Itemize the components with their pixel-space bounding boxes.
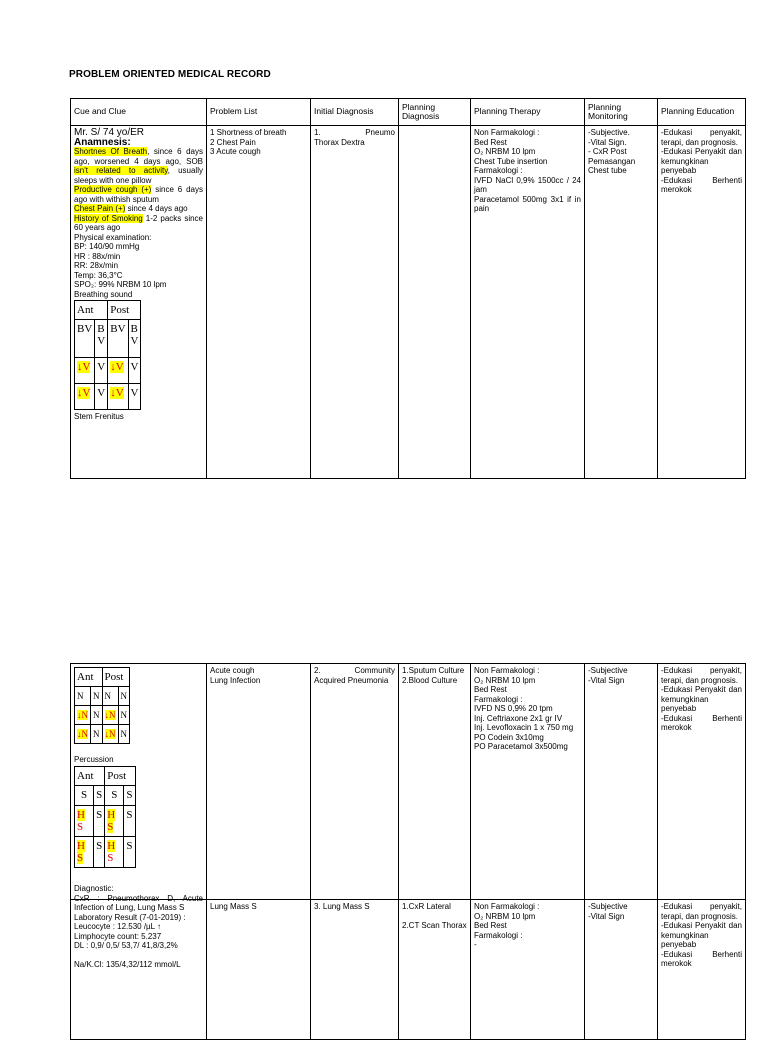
patient-info: Mr. S/ 74 yo/ER	[74, 127, 145, 138]
cue-cell-1: Mr. S/ 74 yo/ER Anamnesis: Shortnes Of Breath, since 6 days ago, worsened 4 days ago, SOB isn't related to activity, usually sleeps with one pillow Productive cough (+) since 6 days ago with withish sputum Chest Pain (+) since 4 days ago History of Smoking 1-2 packs since 60 years ago Physical examination: BP: 140/90 mmHg HR : 88x/min RR: 28x/min Temp: 36,3°C SPO₂: 99% NRBM 10 lpm Breathing sound Ant Post BV B V BV B V ↓V V ↓V V ↓V V ↓V V Stem Frenitus	[71, 126, 207, 479]
perc-cell: S	[124, 785, 135, 805]
perc-cell: H S	[75, 805, 94, 836]
chest-highlight: Chest Pain (+)	[74, 204, 126, 213]
temp-value: Temp: 36,3°C	[74, 270, 123, 280]
planning-diag-item: 2.CT Scan Thorax	[402, 920, 467, 930]
perc-cell: S	[75, 785, 94, 805]
problem-list-cell-1	[207, 126, 311, 479]
education-line: -Edukasi Penyakit dan kemungkinan penyebab	[661, 685, 742, 713]
monitoring-line: - CxR Post Pemasangan Chest tube	[588, 147, 636, 175]
therapy-line: Inj. Ceftriaxone 2x1 gr IV	[474, 713, 563, 723]
hr-value: HR : 88x/min	[74, 251, 121, 261]
row-problem-3	[71, 900, 746, 1040]
header-initial-diagnosis: Initial Diagnosis	[311, 99, 399, 126]
planning-therapy-cell-3	[471, 900, 585, 1040]
education-line: -Edukasi Penyakit dan kemungkinan penyebab	[661, 921, 742, 949]
therapy-line: Bed Rest	[474, 685, 507, 694]
initial-diagnosis-cell-2	[311, 664, 399, 900]
lab-result-label: Laboratory Result (7-01-2019) :	[74, 912, 186, 922]
therapy-line: PO Codein 3x10mg	[474, 732, 544, 742]
therapy-line: O₂ NRBM 10 lpm	[474, 147, 536, 156]
dl-value: DL : 0,9/ 0,5/ 53,7/ 41,8/3,2%	[74, 941, 178, 950]
breathing-sound-table	[74, 300, 141, 410]
therapy-line: PO Paracetamol 3x500mg	[474, 742, 568, 751]
anamnesis-label: Anamnesis	[74, 136, 128, 148]
perc-cell: H S	[105, 805, 124, 836]
breathing-sound-label: Breathing sound	[74, 289, 133, 299]
cough-note	[74, 185, 203, 204]
palp-cell: ↓N	[102, 725, 118, 744]
bs-cell: V	[128, 358, 141, 384]
palp-cell: ↓N	[102, 706, 118, 725]
therapy-line: Chest Tube insertion	[474, 156, 548, 166]
problem-item: 3 Acute cough	[210, 147, 261, 156]
sob-highlight: Shortnes Of Breath	[74, 147, 148, 156]
header-planning-education: Planning Education	[658, 99, 746, 126]
planning-diag-item: 1.CxR Lateral	[402, 902, 451, 911]
stem-frenitus-label: Stem Frenitus	[74, 412, 124, 421]
bs-cell: B V	[95, 320, 108, 358]
por-table-page1	[70, 98, 746, 479]
chest-note	[74, 204, 203, 214]
problem-list-cell-3	[207, 900, 311, 1040]
sob-highlight-2: isn't related to activity	[74, 166, 168, 175]
cue-cell-3	[71, 884, 207, 1040]
header-cue-and-clue: Cue and Clue	[71, 99, 207, 126]
planning-diag-item: 2.Blood Culture	[402, 675, 458, 685]
bs-post: Post	[108, 301, 141, 320]
cough-highlight: Productive cough (+)	[74, 185, 152, 194]
diagnosis-text: 2. Community Acquired Pneumonia	[314, 666, 395, 685]
palp-cell: ↓N	[75, 706, 91, 725]
therapy-line: Bed Rest	[474, 137, 507, 147]
therapy-line: Non Farmakologi :	[474, 902, 540, 911]
palp-ant: Ant	[75, 668, 103, 687]
bs-cell: ↓V	[108, 358, 128, 384]
diagnostic-label: Diagnostic:	[74, 884, 114, 893]
therapy-line: Bed Rest	[474, 921, 507, 930]
leucocyte-value: Leucocyte : 12.530 /µL ↑	[74, 922, 162, 931]
rr-value: RR: 28x/min	[74, 261, 119, 270]
palp-cell: N	[91, 725, 103, 744]
initial-diagnosis-cell-3	[311, 900, 399, 1040]
perc-cell: S	[94, 785, 105, 805]
palpation-table	[74, 667, 130, 744]
pe-label: Physical examination:	[74, 232, 152, 242]
bs-ant: Ant	[75, 301, 108, 320]
therapy-line: Non Farmakologi :	[474, 128, 540, 137]
problem-item: Lung Infection	[210, 675, 261, 685]
education-line: -Edukasi penyakit, terapi, dan prognosis.	[661, 666, 742, 685]
therapy-line: O₂ NRBM 10 lpm	[474, 911, 536, 921]
electrolyte-value: Na/K.Cl: 135/4,32/112 mmol/L	[74, 959, 181, 969]
therapy-line: IVFD NS 0,9% 20 tpm	[474, 704, 553, 713]
planning-education-cell-2	[658, 664, 746, 900]
smoking-text: 1-2 packs since 60 years ago	[74, 213, 203, 232]
education-line: -Edukasi penyakit, terapi, dan prognosis.	[661, 128, 742, 147]
therapy-line: IVFD NaCl 0,9% 1500cc / 24 jam	[474, 175, 581, 194]
header-planning-monitoring: Planning Monitoring	[585, 99, 658, 126]
header-planning-therapy: Planning Therapy	[471, 99, 585, 126]
bs-cell: B V	[128, 320, 141, 358]
planning-education-cell-3	[658, 900, 746, 1040]
palp-cell: ↓N	[75, 725, 91, 744]
perc-cell: H S	[105, 836, 124, 867]
header-problem-list: Problem List	[207, 99, 311, 126]
planning-diagnosis-cell-3	[399, 900, 471, 1040]
header-row	[71, 99, 746, 126]
perc-ant: Ant	[75, 766, 105, 785]
palp-cell: N	[91, 687, 103, 706]
bs-cell: ↓V	[108, 384, 128, 410]
diag-word: Pneumo	[365, 128, 395, 137]
therapy-line: Paracetamol 500mg 3x1 if in pain	[474, 194, 581, 213]
diagnosis-text: 3. Lung Mass S	[314, 902, 370, 911]
cough-text: since 6 days ago with withish sputum	[74, 185, 203, 204]
perc-cell: H S	[75, 836, 94, 867]
diag-rest: Thorax Dextra	[314, 137, 365, 147]
perc-cell: S	[94, 836, 105, 867]
smoking-highlight: History of Smoking	[74, 213, 143, 223]
planning-monitoring-cell-2	[585, 664, 658, 900]
perc-cell: S	[94, 805, 105, 836]
monitoring-line: -Vital Sign	[588, 675, 625, 685]
palp-cell: N	[75, 687, 91, 706]
problem-item: Acute cough	[210, 666, 255, 675]
therapy-line: Farmakologi :	[474, 694, 523, 704]
bp-value: BP: 140/90 mmHg	[74, 242, 140, 251]
planning-therapy-cell-1	[471, 126, 585, 479]
sob-text: , since 6 days ago, worsened 4 days ago, SOB	[74, 147, 203, 166]
therapy-line: Farmakologi :	[474, 166, 523, 175]
palp-cell: N	[91, 706, 103, 725]
percussion-table	[74, 766, 136, 868]
document-title: PROBLEM ORIENTED MEDICAL RECORD	[69, 69, 271, 80]
bs-cell: V	[95, 358, 108, 384]
problem-list-cell-2	[207, 664, 311, 900]
por-table-page2	[70, 663, 746, 1040]
sob-text-2: , usually sleeps with one pillow	[74, 166, 203, 185]
monitoring-line: -Subjective	[588, 902, 628, 911]
bs-cell: V	[128, 384, 141, 410]
problem-item: Lung Mass S	[210, 902, 257, 911]
therapy-line: O₂ NRBM 10 lpm	[474, 675, 536, 685]
therapy-line: Inj. Levofloxacin 1 x 750 mg	[474, 723, 574, 732]
monitoring-line: -Subjective.	[588, 128, 630, 137]
perc-cell: S	[124, 836, 135, 867]
limphocyte-value: Limphocyte count: 5.237	[74, 931, 162, 941]
palp-post: Post	[102, 668, 130, 687]
planning-diagnosis-cell-1	[399, 126, 471, 479]
education-line: -Edukasi Berhenti merokok	[661, 175, 742, 194]
planning-diagnosis-cell-2	[399, 664, 471, 900]
bs-cell: BV	[108, 320, 128, 358]
planning-therapy-cell-2	[471, 664, 585, 900]
spo2-value: SPO₂: 99% NRBM 10 lpm	[74, 280, 167, 289]
bs-cell: V	[95, 384, 108, 410]
education-line: -Edukasi Penyakit dan kemungkinan penyebab	[661, 147, 742, 175]
initial-diagnosis-cell-1	[311, 126, 399, 479]
percussion-label: Percussion	[74, 755, 114, 764]
sob-note	[74, 147, 203, 185]
education-line: -Edukasi penyakit, terapi, dan prognosis.	[661, 902, 742, 921]
education-line: -Edukasi Berhenti merokok	[661, 713, 742, 732]
palp-cell: N	[118, 706, 130, 725]
row-problem-1	[71, 126, 746, 479]
cue-cell-2	[71, 664, 207, 900]
planning-diag-item: 1.Sputum Culture	[402, 666, 465, 675]
palp-cell: N	[118, 687, 130, 706]
header-planning-diagnosis: Planning Diagnosis	[399, 99, 471, 126]
therapy-line: Non Farmakologi :	[474, 666, 540, 675]
bs-cell: ↓V	[75, 384, 95, 410]
monitoring-line: -Vital Sign	[588, 911, 625, 921]
row-problem-2	[71, 664, 746, 900]
therapy-line: -	[474, 940, 477, 949]
monitoring-line: -Subjective	[588, 666, 628, 675]
smoking-note	[74, 214, 203, 233]
bs-cell: ↓V	[75, 358, 95, 384]
therapy-line: Farmakologi :	[474, 930, 523, 940]
monitoring-line: -Vital Sign.	[588, 137, 627, 147]
problem-item: 1 Shortness of breath	[210, 128, 287, 137]
cxr-result: CxR : Pneumothorax D, Acute Infection of Lung, Lung Mass S	[74, 893, 203, 912]
planning-education-cell-1	[658, 126, 746, 479]
planning-monitoring-cell-3	[585, 900, 658, 1040]
palp-cell: N	[102, 687, 118, 706]
bs-cell: BV	[75, 320, 95, 358]
chest-text: since 4 days ago	[125, 204, 188, 213]
education-line: -Edukasi Berhenti merokok	[661, 949, 742, 968]
perc-cell: S	[124, 805, 135, 836]
problem-item: 2 Chest Pain	[210, 137, 256, 147]
perc-cell: S	[105, 785, 124, 805]
perc-post: Post	[105, 766, 135, 785]
palp-cell: N	[118, 725, 130, 744]
diag-number: 1.	[314, 128, 321, 137]
planning-monitoring-cell-1	[585, 126, 658, 479]
